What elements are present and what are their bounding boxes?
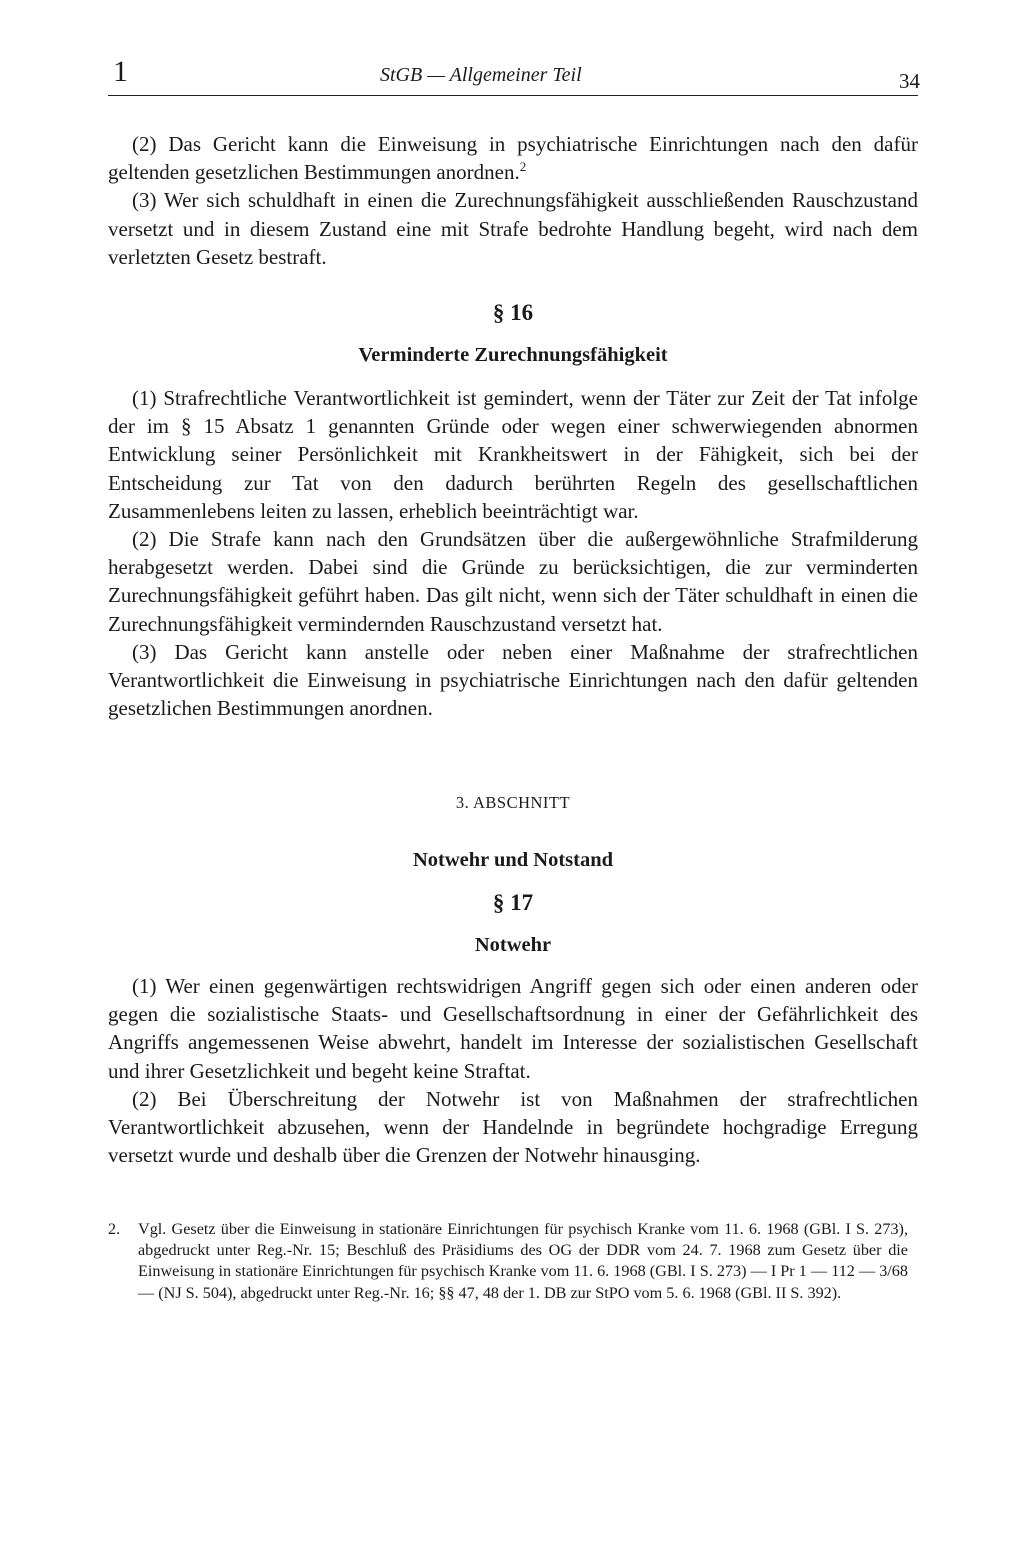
section-16-number: § 16	[492, 300, 534, 325]
footnote-text: Vgl. Gesetz über die Einweisung in stationäre Einrichtungen für psychisch Kranke vom 11. 6. 1968 (GBl. I S. 273), abgedruckt unter Reg.-Nr. 15; Beschluß des Präsidiums des OG der DDR vom 24. 7. 1968 zum Gesetz über die Einweisung in stationäre Einrichtungen für psychisch Kranke vom 11. 6. 1968 (GBl. I S. 273) — I Pr 1 — 112 — 3/68 — (NJ S. 504), abgedruckt unter Reg.-Nr. 16; §§ 47, 48 der 1. DB zur StPO vom 5. 6. 1968 (GBl. II S. 392).	[138, 1220, 908, 1302]
paragraph-17-2: (2) Bei Überschreitung der Notwehr ist von Maßnahmen der strafrechtlichen Verantwortlichkeit abzusehen, wenn der Handelnde in begründete hochgradige Erregung versetzt wurde und deshalb über die Grenzen der Notwehr hinausging.	[108, 1086, 918, 1168]
section-16-body	[108, 384, 918, 722]
running-header-title: StGB — Allgemeiner Teil	[380, 64, 582, 86]
header-rule	[108, 95, 918, 96]
footnote-number: 2.	[108, 1220, 121, 1238]
paragraph-15-2	[108, 130, 918, 186]
chapter-number: 1	[113, 55, 128, 88]
paragraph-16-2: (2) Die Strafe kann nach den Grundsätzen über die außergewöhnliche Strafmilderung herabgesetzt werden. Dabei sind die Gründe zu berücksichtigen, die zur verminderten Zurechnungsfähigkeit geführt haben. Das gilt nicht, wenn sich der Täter schuldhaft in einen die Zurechnungsfähigkeit vermindernden Rauschzustand versetzt hat.	[108, 527, 918, 636]
footnote-reference: 2	[519, 159, 527, 175]
paragraph-16-1: (1) Strafrechtliche Verantwortlichkeit ist gemindert, wenn der Täter zur Zeit der Tat infolge der im § 15 Absatz 1 genannten Gründe oder wegen einer schwerwiegenden abnormen Entwicklung seiner Persönlichkeit mit Krankheitswert in der Fähigkeit, sich bei der Entscheidung zur Tat von den dadurch berührten Regeln des gesellschaftlichen Zusammenlebens leiten zu lassen, erheblich beeinträchtigt war.	[108, 386, 918, 523]
section-17-body	[108, 972, 918, 1169]
footnote	[108, 1219, 908, 1304]
paragraph-17-1: (1) Wer einen gegenwärtigen rechtswidrigen Angriff gegen sich oder einen anderen oder gegen die sozialistische Staats- und Gesellschaftsordnung in einer der Gefährlichkeit des Angriffs angemessenen Weise abwehrt, handelt im Interesse der sozialistischen Gesellschaft und ihrer Gesetzlichkeit und begeht keine Straftat.	[108, 974, 918, 1083]
chapter-section-label: 3. ABSCHNITT	[455, 793, 571, 812]
section-17-heading: Notwehr	[474, 934, 552, 956]
section-15-continuation	[108, 130, 918, 271]
paragraph-15-3: (3) Wer sich schuldhaft in einen die Zurechnungsfähigkeit ausschließenden Rauschzustand versetzt und in diesem Zustand eine mit Strafe bedrohte Handlung begeht, wird nach dem verletzten Gesetz bestraft.	[108, 188, 918, 269]
paragraph-text: (2) Das Gericht kann die Einweisung in psychiatrische Einrichtungen nach den dafür geltenden gesetzlichen Bestimmungen anordnen.	[108, 132, 918, 185]
page-number: 34	[899, 69, 920, 93]
section-16-heading: Verminderte Zurechnungsfähigkeit	[358, 344, 668, 366]
paragraph-16-3: (3) Das Gericht kann anstelle oder neben einer Maßnahme der strafrechtlichen Verantwortlichkeit die Einweisung in psychiatrische Einrichtungen nach den dafür geltenden gesetzlichen Bestimmungen anordnen.	[108, 639, 918, 721]
section-17-number: § 17	[492, 890, 534, 915]
chapter-section-heading: Notwehr und Notstand	[412, 849, 614, 871]
